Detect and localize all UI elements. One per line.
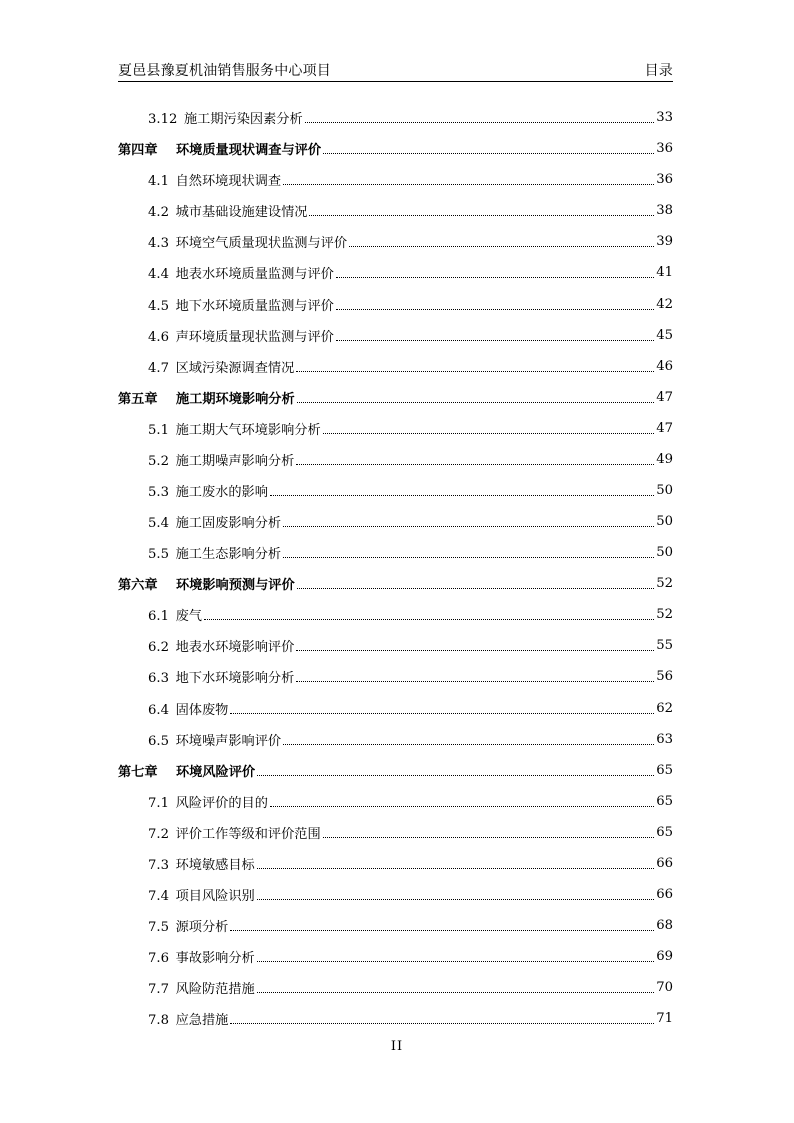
toc-entry-label (148, 947, 255, 966)
toc-entry-label (148, 792, 268, 811)
toc-dot-leader (230, 712, 654, 714)
toc-section-entry[interactable] (118, 1003, 673, 1034)
toc-page-number: 50 (656, 514, 673, 530)
toc-entry-label (148, 916, 228, 935)
toc-entry-label (148, 823, 321, 842)
toc-entry-title: 施工固废影响分析 (175, 516, 282, 532)
toc-page-number: 42 (656, 296, 673, 312)
toc-entry-number: 7.7 (148, 982, 169, 998)
toc-entry-label (148, 326, 334, 345)
toc-dot-leader (309, 214, 654, 216)
toc-entry-title: 环境风险评价 (176, 764, 256, 780)
section-title: 目录 (644, 63, 673, 79)
toc-section-entry[interactable] (118, 506, 673, 537)
toc-entry-number: 7.2 (148, 826, 169, 842)
toc-section-entry[interactable] (118, 661, 673, 692)
toc-dot-leader (283, 525, 654, 527)
toc-dot-leader (296, 370, 654, 372)
toc-entry-title: 环境噪声影响评价 (175, 733, 282, 749)
toc-entry-number: 7.6 (148, 951, 169, 967)
toc-entry-number: 4.7 (148, 360, 169, 376)
toc-entry-title: 源项分析 (175, 920, 229, 936)
toc-entry-number: 5.3 (148, 484, 169, 500)
toc-dot-leader (257, 867, 655, 869)
toc-section-entry[interactable] (118, 475, 673, 506)
toc-entry-number: 6.1 (148, 609, 169, 625)
toc-dot-leader (270, 494, 654, 496)
toc-entry-title: 地表水环境影响评价 (175, 640, 295, 656)
toc-page-number: 63 (656, 731, 673, 747)
toc-entry-number: 7.1 (148, 795, 169, 811)
toc-page-number: 62 (656, 700, 673, 716)
toc-entry-number: 4.2 (148, 205, 169, 221)
toc-page-number: 47 (656, 389, 673, 405)
toc-chapter-entry[interactable] (118, 568, 673, 599)
toc-chapter-entry[interactable] (118, 382, 673, 413)
toc-entry-number: 5.4 (148, 516, 169, 532)
toc-entry-number: 4.6 (148, 329, 169, 345)
toc-page-number: 41 (656, 265, 673, 281)
toc-entry-number: 3.12 (148, 112, 178, 128)
toc-entry-label (148, 263, 334, 282)
toc-entry-number: 4.4 (148, 267, 169, 283)
toc-entry-number: 6.4 (148, 702, 169, 718)
toc-entry-label (148, 605, 202, 624)
toc-entry-label (148, 170, 281, 189)
document-title: 夏邑县豫夏机油销售服务中心项目 (118, 63, 331, 79)
toc-page-number: 36 (656, 141, 673, 157)
header-divider (118, 81, 673, 82)
toc-entry-label (148, 978, 255, 997)
toc-entry-number: 第七章 (118, 764, 158, 780)
toc-section-entry[interactable] (118, 724, 673, 755)
toc-entry-number: 4.3 (148, 236, 169, 252)
toc-dot-leader (323, 152, 654, 154)
toc-dot-leader (283, 183, 654, 185)
toc-dot-leader (283, 743, 654, 745)
toc-page-number: 65 (656, 824, 673, 840)
toc-entry-title: 声环境质量现状监测与评价 (175, 329, 334, 345)
toc-page-number: 50 (656, 545, 673, 561)
toc-page-number: 70 (656, 980, 673, 996)
toc-section-entry[interactable] (118, 972, 673, 1003)
toc-section-entry[interactable] (118, 195, 673, 226)
toc-entry-title: 施工期污染因素分析 (183, 112, 303, 128)
toc-entry-number: 第六章 (118, 578, 158, 594)
toc-dot-leader (257, 898, 655, 900)
toc-entry-label (118, 761, 255, 780)
toc-entry-title: 地表水环境质量监测与评价 (175, 267, 334, 283)
toc-dot-leader (297, 587, 655, 589)
toc-section-entry[interactable] (118, 692, 673, 723)
toc-dot-leader (296, 680, 654, 682)
toc-entry-title: 地下水环境质量监测与评价 (175, 298, 334, 314)
toc-page-number: 71 (656, 1011, 673, 1027)
toc-page-number: 66 (656, 886, 673, 902)
toc-entry-title: 环境空气质量现状监测与评价 (175, 236, 348, 252)
toc-entry-number: 7.3 (148, 857, 169, 873)
toc-dot-leader (336, 339, 654, 341)
toc-entry-title: 自然环境现状调查 (175, 174, 282, 190)
toc-entry-label (148, 232, 347, 251)
toc-entry-title: 风险评价的目的 (175, 795, 268, 811)
toc-entry-number: 5.2 (148, 453, 169, 469)
toc-entry-title: 区域污染源调查情况 (175, 360, 295, 376)
toc-dot-leader (323, 836, 655, 838)
toc-page-number: 65 (656, 762, 673, 778)
toc-entry-label (148, 295, 334, 314)
toc-entry-title: 风险防范措施 (175, 982, 255, 998)
toc-entry-number: 6.2 (148, 640, 169, 656)
toc-entry-title: 施工期环境影响分析 (176, 391, 295, 407)
toc-entry-title: 施工生态影响分析 (175, 547, 282, 563)
toc-page-number: 52 (656, 576, 673, 592)
table-of-contents (118, 102, 673, 1034)
toc-page-number: 50 (656, 482, 673, 498)
toc-entry-number: 第四章 (118, 143, 158, 159)
toc-dot-leader (296, 649, 654, 651)
toc-entry-label (148, 699, 228, 718)
toc-section-entry[interactable] (118, 288, 673, 319)
toc-page-number: 33 (656, 110, 673, 126)
toc-entry-title: 施工期噪声影响分析 (175, 453, 295, 469)
toc-page-number: 46 (656, 358, 673, 374)
toc-dot-leader (230, 1022, 654, 1024)
toc-section-entry[interactable] (118, 537, 673, 568)
toc-entry-title: 事故影响分析 (175, 951, 255, 967)
toc-dot-leader (336, 308, 654, 310)
toc-entry-number: 7.8 (148, 1013, 169, 1029)
toc-dot-leader (270, 805, 654, 807)
toc-entry-title: 环境质量现状调查与评价 (176, 143, 322, 159)
toc-page-number: 39 (656, 234, 673, 250)
toc-page-number: 38 (656, 203, 673, 219)
toc-entry-label (148, 201, 307, 220)
toc-entry-label (148, 1009, 228, 1028)
toc-entry-title: 施工期大气环境影响分析 (175, 422, 321, 438)
toc-section-entry[interactable] (118, 226, 673, 257)
toc-entry-number: 7.4 (148, 888, 169, 904)
toc-dot-leader (349, 245, 654, 247)
toc-entry-title: 固体废物 (175, 702, 229, 718)
page-number: II (390, 1039, 404, 1054)
toc-entry-number: 4.1 (148, 174, 169, 190)
toc-entry-label (148, 450, 294, 469)
toc-page-number: 52 (656, 607, 673, 623)
toc-page-number: 68 (656, 918, 673, 934)
toc-page-number: 49 (656, 451, 673, 467)
toc-dot-leader (297, 401, 655, 403)
toc-entry-label (118, 139, 321, 158)
toc-section-entry[interactable] (118, 257, 673, 288)
toc-chapter-entry[interactable] (118, 133, 673, 164)
toc-entry-label (148, 885, 255, 904)
toc-section-entry[interactable] (118, 786, 673, 817)
toc-section-entry[interactable] (118, 941, 673, 972)
toc-entry-label (118, 388, 295, 407)
toc-entry-number: 6.5 (148, 733, 169, 749)
toc-section-entry[interactable] (118, 102, 673, 133)
toc-page-number: 65 (656, 793, 673, 809)
toc-entry-title: 地下水环境影响分析 (175, 671, 295, 687)
toc-entry-label (148, 667, 294, 686)
toc-entry-title: 城市基础设施建设情况 (175, 205, 308, 221)
toc-entry-number: 6.3 (148, 671, 169, 687)
toc-entry-title: 项目风险识别 (175, 888, 255, 904)
toc-entry-number: 5.1 (148, 422, 169, 438)
toc-entry-label (148, 512, 281, 531)
toc-section-entry[interactable] (118, 320, 673, 351)
toc-entry-title: 环境敏感目标 (175, 857, 255, 873)
toc-dot-leader (230, 929, 654, 931)
toc-entry-number: 5.5 (148, 547, 169, 563)
toc-section-entry[interactable] (118, 599, 673, 630)
toc-section-entry[interactable] (118, 164, 673, 195)
toc-entry-title: 环境影响预测与评价 (176, 578, 295, 594)
toc-dot-leader (257, 960, 655, 962)
toc-entry-title: 应急措施 (175, 1013, 229, 1029)
toc-entry-title: 废气 (175, 609, 202, 625)
toc-entry-label (148, 481, 268, 500)
toc-entry-label (118, 574, 295, 593)
toc-entry-label (148, 108, 303, 127)
toc-section-entry[interactable] (118, 879, 673, 910)
running-header (118, 58, 673, 80)
toc-page-number: 45 (656, 327, 673, 343)
toc-dot-leader (257, 774, 654, 776)
toc-section-entry[interactable] (118, 444, 673, 475)
toc-page-number: 55 (656, 638, 673, 654)
toc-section-entry[interactable] (118, 351, 673, 382)
toc-entry-label (148, 636, 294, 655)
toc-section-entry[interactable] (118, 413, 673, 444)
toc-entry-label (148, 543, 281, 562)
toc-section-entry[interactable] (118, 630, 673, 661)
toc-dot-leader (204, 618, 654, 620)
toc-entry-label (148, 730, 281, 749)
toc-entry-label (148, 419, 321, 438)
toc-entry-number: 7.5 (148, 920, 169, 936)
toc-page-number: 36 (656, 172, 673, 188)
toc-entry-label (148, 854, 255, 873)
toc-page-number: 66 (656, 855, 673, 871)
toc-dot-leader (283, 556, 654, 558)
toc-dot-leader (305, 121, 655, 123)
toc-entry-title: 评价工作等级和评价范围 (175, 826, 321, 842)
toc-entry-number: 4.5 (148, 298, 169, 314)
toc-entry-title: 施工废水的影响 (175, 484, 268, 500)
toc-page-number: 69 (656, 949, 673, 965)
toc-entry-number: 第五章 (118, 391, 158, 407)
toc-dot-leader (336, 276, 654, 278)
toc-dot-leader (257, 991, 655, 993)
toc-page-number: 56 (656, 669, 673, 685)
toc-section-entry[interactable] (118, 848, 673, 879)
toc-page-number: 47 (656, 420, 673, 436)
toc-entry-label (148, 357, 294, 376)
toc-chapter-entry[interactable] (118, 755, 673, 786)
toc-section-entry[interactable] (118, 910, 673, 941)
toc-dot-leader (296, 463, 654, 465)
toc-dot-leader (323, 432, 655, 434)
toc-section-entry[interactable] (118, 817, 673, 848)
